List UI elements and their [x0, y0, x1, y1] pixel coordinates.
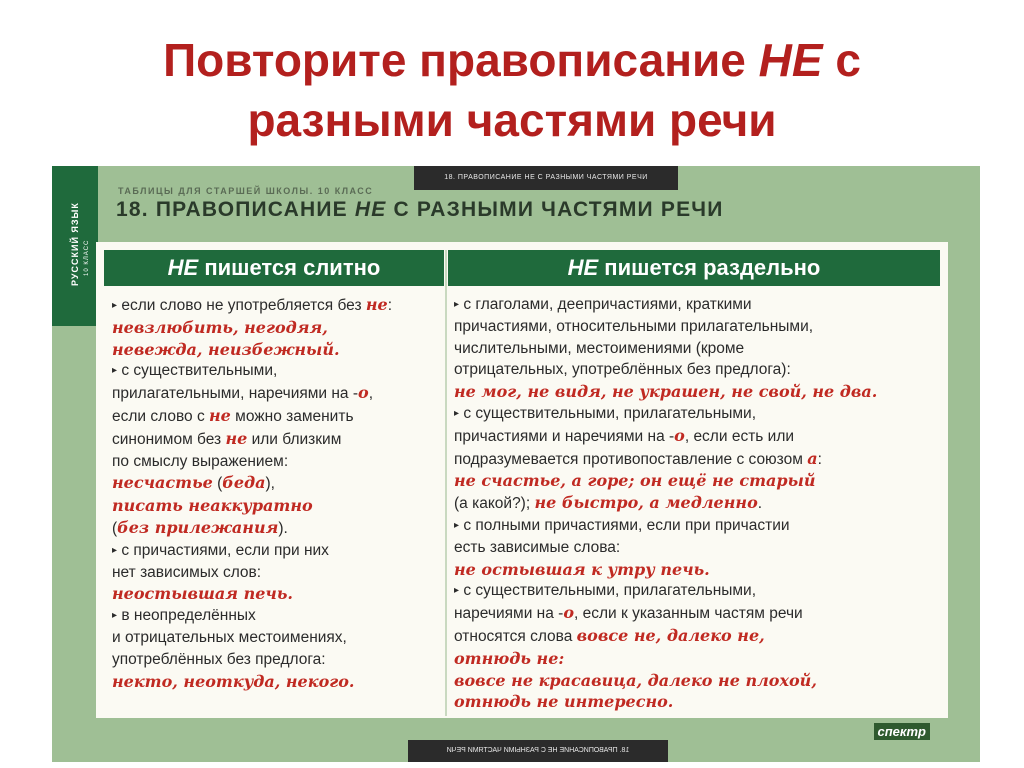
rule-line: числительными, местоимениями (кроме: [454, 339, 745, 357]
rule-highlight: не: [365, 295, 388, 314]
rule-highlight: не: [225, 428, 248, 448]
rule-highlight: а: [807, 448, 818, 468]
slide-title-ne: НЕ: [758, 34, 823, 86]
rule-line: нет зависимых слов:: [112, 563, 262, 581]
rule-highlight: о: [674, 425, 685, 445]
bullet-icon: ▸: [112, 300, 118, 311]
rule-line: и отрицательных местоимениях,: [112, 628, 347, 646]
rule-text: если слово с: [112, 407, 210, 425]
example-text: несчастье: [112, 473, 213, 493]
bullet-icon: ▸: [112, 544, 118, 556]
rule-line: [112, 405, 446, 428]
header-ne: НЕ: [567, 255, 599, 280]
bullet-icon: ▸: [112, 365, 118, 377]
column-separate: [454, 294, 944, 713]
slide-title: [0, 30, 1024, 150]
example-line: некто, неоткуда, некого.: [112, 671, 355, 691]
header-ne: НЕ: [167, 255, 199, 280]
rule-line: [454, 294, 944, 316]
rule-text: с существительными, прилагательными,: [459, 404, 757, 422]
rules-table: [96, 242, 948, 718]
rule-text: ).: [278, 519, 288, 537]
example-text: не быстро, а медленно: [534, 493, 758, 513]
example-text: без прилежания: [117, 517, 279, 537]
rule-text: если слово не употребляется без: [117, 297, 366, 314]
rule-text: .: [757, 495, 763, 513]
rule-line: [454, 602, 944, 625]
poster-title: [116, 198, 724, 222]
rule-line: [112, 382, 446, 405]
example-line: вовсе не красавица, далеко не плохой,: [454, 670, 817, 690]
rule-line: [454, 403, 944, 425]
rule-highlight: о: [358, 383, 369, 403]
rule-text: с существительными, прилагательными,: [459, 582, 757, 600]
example-line: писать неаккуратно: [112, 496, 313, 516]
example-line: [112, 517, 446, 540]
slide-title-part: Повторите правописание: [163, 34, 759, 86]
example-line: не счастье, а горе; он ещё не старый: [454, 471, 816, 491]
rule-text: можно заменить: [230, 407, 354, 425]
rule-text: наречиями на -: [454, 605, 564, 623]
example-line: отнюдь не:: [454, 648, 565, 668]
side-tab-subtext: 10 КЛАСС: [84, 239, 90, 276]
rule-text: , если есть или: [684, 427, 795, 445]
rule-text: подразумевается противопоставление с союзом: [454, 450, 808, 468]
poster-title-part: С РАЗНЫМИ ЧАСТЯМИ РЕЧИ: [386, 198, 724, 221]
top-strip-text: 18. ПРАВОПИСАНИЕ НЕ С РАЗНЫМИ ЧАСТЯМИ РЕЧИ: [444, 174, 648, 181]
rule-line: [454, 515, 944, 537]
publisher-fineprint: [934, 726, 974, 740]
example-text: беда: [222, 473, 266, 493]
rule-text: с существительными,: [117, 362, 278, 380]
example-line: неостывшая печь.: [112, 584, 293, 604]
rule-line: употреблённых без предлога:: [112, 650, 326, 668]
poster: [52, 166, 980, 762]
rule-line: причастиями, относительными прилагательными,: [454, 317, 814, 335]
rule-line: [112, 605, 446, 627]
rule-text: (: [212, 475, 223, 493]
rule-line: есть зависимые слова:: [454, 538, 621, 556]
bullet-icon: ▸: [454, 299, 460, 310]
bullet-icon: ▸: [454, 519, 460, 531]
rule-line: [454, 425, 944, 448]
slide-title-part: с: [822, 34, 861, 86]
rule-highlight: о: [563, 603, 574, 623]
side-tab-text: РУССКИЙ ЯЗЫК: [70, 202, 80, 286]
example-line: не остывшая к утру печь.: [454, 559, 710, 579]
rule-line: [112, 540, 446, 562]
rule-text: с причастиями, если при них: [117, 541, 329, 559]
rule-line: [112, 294, 446, 317]
bottom-strip-text: 18. ПРАВОПИСАНИЕ НЕ С РАЗНЫМИ ЧАСТЯМИ РЕЧИ: [446, 747, 630, 754]
rule-text: ),: [265, 475, 275, 493]
rule-text: относятся слова: [454, 627, 577, 645]
header-text: пишется слитно: [198, 255, 381, 280]
rule-line: [454, 580, 944, 602]
header-text: пишется раздельно: [598, 255, 821, 280]
rule-line: [454, 625, 944, 648]
poster-bottom-strip: [408, 740, 668, 762]
poster-title-part: 18. ПРАВОПИСАНИЕ: [116, 198, 355, 221]
poster-top-strip: [414, 166, 678, 190]
example-line: не мог, не видя, не украшен, не свой, не два.: [454, 382, 878, 402]
slide-title-line-2: разными частями речи: [247, 94, 777, 146]
example-line: [454, 492, 944, 515]
rule-text: прилагательными, наречиями на -: [112, 385, 359, 403]
example-line: невежда, неизбежный.: [112, 339, 340, 359]
rule-text: (: [112, 519, 118, 537]
example-line: отнюдь не интересно.: [454, 692, 674, 712]
poster-series: ТАБЛИЦЫ ДЛЯ СТАРШЕЙ ШКОЛЫ. 10 КЛАСС: [118, 186, 374, 196]
rule-line: отрицательных, употреблённых без предлога):: [454, 361, 791, 379]
rule-text: синонимом без: [112, 430, 226, 448]
rule-text: в неопределённых: [117, 607, 256, 625]
column-together: [112, 294, 446, 692]
example-line: невзлюбить, негодяя,: [112, 317, 328, 337]
rule-text: :: [387, 297, 393, 314]
bullet-icon: ▸: [454, 585, 460, 597]
publisher-logo: спектр: [874, 723, 931, 740]
rule-text: с глаголами, деепричастиями, краткими: [459, 296, 752, 313]
rule-line: [454, 448, 944, 471]
rule-text: :: [817, 450, 822, 468]
rule-text: ,: [368, 385, 373, 403]
rule-line: [112, 428, 446, 451]
rule-text: с полными причастиями, если при причастии: [459, 516, 790, 534]
rule-highlight: не: [209, 405, 231, 425]
rule-line: по смыслу выражением:: [112, 452, 289, 470]
rule-text: причастиями и наречиями на -: [454, 427, 675, 445]
column-header-together: [104, 250, 444, 286]
example-line: [112, 472, 446, 495]
poster-title-ne: НЕ: [354, 198, 387, 221]
rule-text: , если к указанным частям речи: [573, 605, 803, 623]
poster-side-tab: [52, 166, 98, 326]
bullet-icon: ▸: [112, 610, 118, 622]
slide-title-line-1: [0, 30, 1024, 90]
example-text: вовсе не, далеко не,: [576, 625, 765, 645]
bullet-icon: ▸: [454, 407, 460, 419]
rule-text: (а какой?);: [454, 495, 535, 513]
column-header-separate: [448, 250, 940, 286]
rule-line: [112, 360, 446, 382]
rule-text: или близким: [247, 430, 342, 448]
